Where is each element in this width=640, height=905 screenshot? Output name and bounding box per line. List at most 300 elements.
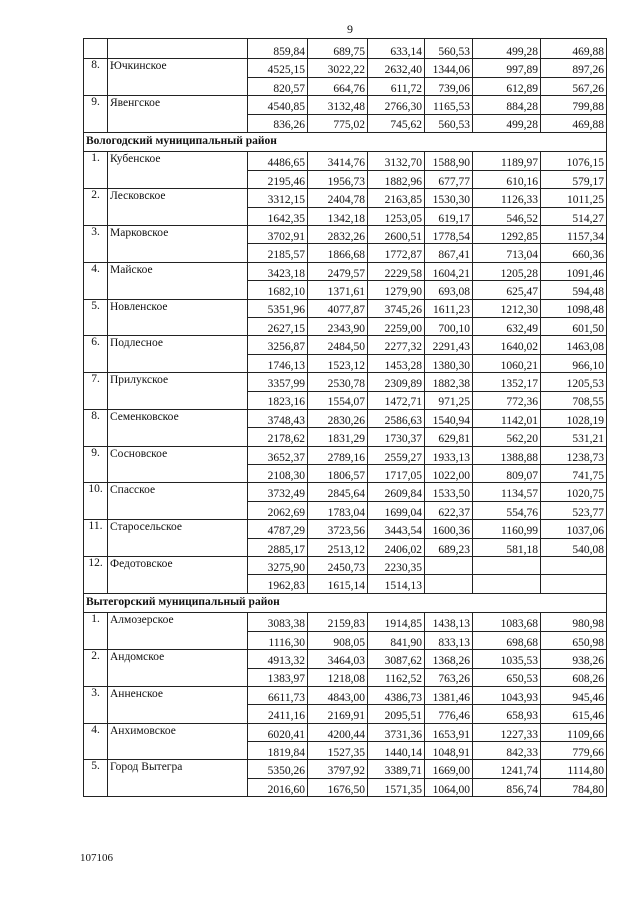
value-cell: 2845,64 xyxy=(308,483,368,501)
district-name: Вытегорский муниципальный район xyxy=(84,593,607,613)
table-row xyxy=(84,96,607,114)
value-cell: 772,36 xyxy=(473,391,541,409)
value-cell: 1571,35 xyxy=(368,778,425,796)
value-cell: 1717,05 xyxy=(368,465,425,483)
value-cell: 1676,50 xyxy=(308,778,368,796)
value-cell: 1669,00 xyxy=(425,760,473,778)
value-cell: 1778,54 xyxy=(425,226,473,244)
table-row xyxy=(84,446,607,464)
settlement-number: 3. xyxy=(84,226,108,263)
value-cell: 658,93 xyxy=(473,705,541,723)
value-cell: 3022,22 xyxy=(308,59,368,77)
value-cell: 784,80 xyxy=(541,778,607,796)
value-cell: 560,53 xyxy=(425,114,473,132)
settlement-name: Семенковское xyxy=(108,409,248,446)
table-row xyxy=(84,152,607,170)
table-row xyxy=(84,39,607,59)
value-cell: 3723,56 xyxy=(308,520,368,538)
table-row xyxy=(84,59,607,77)
page-number: 9 xyxy=(347,22,353,36)
settlement-number: 8. xyxy=(84,59,108,96)
value-cell: 739,06 xyxy=(425,77,473,95)
value-cell: 1699,04 xyxy=(368,501,425,519)
value-cell: 1241,74 xyxy=(473,760,541,778)
value-cell: 1352,17 xyxy=(473,373,541,391)
value-cell xyxy=(473,575,541,593)
settlement-number: 4. xyxy=(84,262,108,299)
value-cell: 660,36 xyxy=(541,244,607,262)
settlement-number: 2. xyxy=(84,189,108,226)
settlement-name: Федотовское xyxy=(108,557,248,594)
settlement-name: Новленское xyxy=(108,299,248,336)
value-cell: 745,62 xyxy=(368,114,425,132)
value-cell: 1064,00 xyxy=(425,778,473,796)
value-cell: 1253,05 xyxy=(368,207,425,225)
value-cell: 3275,90 xyxy=(248,557,308,575)
value-cell: 842,33 xyxy=(473,742,541,760)
value-cell: 3652,37 xyxy=(248,446,308,464)
value-cell: 540,08 xyxy=(541,538,607,556)
value-cell: 2404,78 xyxy=(308,189,368,207)
settlement-name: Андомское xyxy=(108,650,248,687)
value-cell: 1037,06 xyxy=(541,520,607,538)
settlement-number: 4. xyxy=(84,723,108,760)
value-cell: 1116,30 xyxy=(248,631,308,649)
settlement-name: Лесковское xyxy=(108,189,248,226)
value-cell: 615,46 xyxy=(541,705,607,723)
value-cell: 1292,85 xyxy=(473,226,541,244)
value-cell: 1091,46 xyxy=(541,262,607,280)
value-cell: 4913,32 xyxy=(248,650,308,668)
value-cell: 3731,36 xyxy=(368,723,425,741)
value-cell: 612,89 xyxy=(473,77,541,95)
value-cell: 4787,29 xyxy=(248,520,308,538)
value-cell: 2062,69 xyxy=(248,501,308,519)
value-cell: 1640,02 xyxy=(473,336,541,354)
value-cell: 3748,43 xyxy=(248,409,308,427)
value-cell: 1212,30 xyxy=(473,299,541,317)
value-cell: 1048,91 xyxy=(425,742,473,760)
table-row xyxy=(84,299,607,317)
value-cell: 2185,57 xyxy=(248,244,308,262)
value-cell: 5350,26 xyxy=(248,760,308,778)
value-cell: 619,17 xyxy=(425,207,473,225)
district-name: Вологодский муниципальный район xyxy=(84,132,607,152)
settlement-name: Явенгское xyxy=(108,96,248,133)
value-cell: 809,07 xyxy=(473,465,541,483)
value-cell: 1530,30 xyxy=(425,189,473,207)
value-cell: 1819,84 xyxy=(248,742,308,760)
value-cell: 1642,35 xyxy=(248,207,308,225)
settlement-name: Майское xyxy=(108,262,248,299)
value-cell: 1472,71 xyxy=(368,391,425,409)
value-cell: 2609,84 xyxy=(368,483,425,501)
table-row xyxy=(84,262,607,280)
value-cell: 4077,87 xyxy=(308,299,368,317)
value-cell: 3464,03 xyxy=(308,650,368,668)
value-cell: 689,23 xyxy=(425,538,473,556)
value-cell: 1611,23 xyxy=(425,299,473,317)
value-cell: 1588,90 xyxy=(425,152,473,170)
settlement-number: 7. xyxy=(84,373,108,410)
value-cell: 2632,40 xyxy=(368,59,425,77)
table-row xyxy=(84,557,607,575)
table-row xyxy=(84,336,607,354)
value-cell: 1831,29 xyxy=(308,428,368,446)
value-cell: 2600,51 xyxy=(368,226,425,244)
value-cell: 856,74 xyxy=(473,778,541,796)
value-cell: 664,76 xyxy=(308,77,368,95)
value-cell: 884,28 xyxy=(473,96,541,114)
value-cell: 531,21 xyxy=(541,428,607,446)
settlement-number: 1. xyxy=(84,152,108,189)
settlement-name: Кубенское xyxy=(108,152,248,189)
value-cell: 713,04 xyxy=(473,244,541,262)
value-cell: 6020,41 xyxy=(248,723,308,741)
value-cell: 693,08 xyxy=(425,281,473,299)
value-cell: 1371,61 xyxy=(308,281,368,299)
value-cell xyxy=(473,557,541,575)
value-cell: 499,28 xyxy=(473,39,541,59)
value-cell: 608,26 xyxy=(541,668,607,686)
settlement-number: 6. xyxy=(84,336,108,373)
value-cell: 2195,46 xyxy=(248,170,308,188)
value-cell: 1114,80 xyxy=(541,760,607,778)
value-cell: 2832,26 xyxy=(308,226,368,244)
value-cell: 6611,73 xyxy=(248,686,308,704)
settlement-name: Марковское xyxy=(108,226,248,263)
value-cell: 4525,15 xyxy=(248,59,308,77)
value-cell: 4540,85 xyxy=(248,96,308,114)
value-cell: 2479,57 xyxy=(308,262,368,280)
value-cell: 3732,49 xyxy=(248,483,308,501)
settlement-name: Анненское xyxy=(108,686,248,723)
value-cell: 601,50 xyxy=(541,317,607,335)
value-cell: 2627,15 xyxy=(248,317,308,335)
settlement-number: 9. xyxy=(84,96,108,133)
value-cell: 1806,57 xyxy=(308,465,368,483)
value-cell: 677,77 xyxy=(425,170,473,188)
value-cell: 841,90 xyxy=(368,631,425,649)
settlement-number: 5. xyxy=(84,760,108,797)
value-cell: 3423,18 xyxy=(248,262,308,280)
value-cell: 2095,51 xyxy=(368,705,425,723)
value-cell: 3702,91 xyxy=(248,226,308,244)
value-cell: 820,57 xyxy=(248,77,308,95)
district-header-row xyxy=(84,593,607,613)
value-cell: 2343,90 xyxy=(308,317,368,335)
value-cell: 1238,73 xyxy=(541,446,607,464)
table-row xyxy=(84,373,607,391)
value-cell: 1157,34 xyxy=(541,226,607,244)
value-cell: 836,26 xyxy=(248,114,308,132)
value-cell: 499,28 xyxy=(473,114,541,132)
settlement-number: 11. xyxy=(84,520,108,557)
value-cell: 1134,57 xyxy=(473,483,541,501)
table-row xyxy=(84,686,607,704)
table-row xyxy=(84,189,607,207)
settlement-name: Прилукское xyxy=(108,373,248,410)
value-cell: 1882,96 xyxy=(368,170,425,188)
value-cell: 980,98 xyxy=(541,613,607,631)
value-cell: 1388,88 xyxy=(473,446,541,464)
value-cell: 1368,26 xyxy=(425,650,473,668)
value-cell: 1882,38 xyxy=(425,373,473,391)
value-cell: 1440,14 xyxy=(368,742,425,760)
value-cell: 3797,92 xyxy=(308,760,368,778)
value-cell: 1554,07 xyxy=(308,391,368,409)
value-cell: 763,26 xyxy=(425,668,473,686)
tariff-table xyxy=(83,38,607,797)
value-cell: 833,13 xyxy=(425,631,473,649)
table-row xyxy=(84,483,607,501)
value-cell: 1866,68 xyxy=(308,244,368,262)
table-row xyxy=(84,613,607,631)
table-row xyxy=(84,409,607,427)
value-cell: 2230,35 xyxy=(368,557,425,575)
value-cell: 3357,99 xyxy=(248,373,308,391)
value-cell: 1189,97 xyxy=(473,152,541,170)
value-cell xyxy=(541,557,607,575)
value-cell: 2259,00 xyxy=(368,317,425,335)
value-cell: 945,46 xyxy=(541,686,607,704)
value-cell: 1962,83 xyxy=(248,575,308,593)
value-cell: 2586,63 xyxy=(368,409,425,427)
value-cell: 4200,44 xyxy=(308,723,368,741)
value-cell: 554,76 xyxy=(473,501,541,519)
value-cell: 610,16 xyxy=(473,170,541,188)
value-cell: 1772,87 xyxy=(368,244,425,262)
value-cell: 1076,15 xyxy=(541,152,607,170)
value-cell: 908,05 xyxy=(308,631,368,649)
value-cell: 625,47 xyxy=(473,281,541,299)
settlement-number: 12. xyxy=(84,557,108,594)
value-cell: 3256,87 xyxy=(248,336,308,354)
settlement-name: Город Вытегра xyxy=(108,760,248,797)
value-cell: 2885,17 xyxy=(248,538,308,556)
value-cell: 2169,91 xyxy=(308,705,368,723)
value-cell: 2309,89 xyxy=(368,373,425,391)
settlement-name: Ючкинское xyxy=(108,59,248,96)
value-cell: 1043,93 xyxy=(473,686,541,704)
value-cell: 997,89 xyxy=(473,59,541,77)
value-cell: 1142,01 xyxy=(473,409,541,427)
value-cell: 650,53 xyxy=(473,668,541,686)
value-cell: 1381,46 xyxy=(425,686,473,704)
district-header-row xyxy=(84,132,607,152)
value-cell: 1540,94 xyxy=(425,409,473,427)
settlement-name xyxy=(108,39,248,59)
value-cell: 1383,97 xyxy=(248,668,308,686)
value-cell: 3132,48 xyxy=(308,96,368,114)
value-cell: 1380,30 xyxy=(425,354,473,372)
settlement-number: 9. xyxy=(84,446,108,483)
table-row xyxy=(84,723,607,741)
value-cell: 859,84 xyxy=(248,39,308,59)
value-cell: 546,52 xyxy=(473,207,541,225)
settlement-name: Спасское xyxy=(108,483,248,520)
value-cell: 2178,62 xyxy=(248,428,308,446)
settlement-number xyxy=(84,39,108,59)
value-cell: 3745,26 xyxy=(368,299,425,317)
value-cell: 971,25 xyxy=(425,391,473,409)
value-cell: 622,37 xyxy=(425,501,473,519)
value-cell: 1126,33 xyxy=(473,189,541,207)
value-cell: 633,14 xyxy=(368,39,425,59)
value-cell: 1453,28 xyxy=(368,354,425,372)
value-cell: 779,66 xyxy=(541,742,607,760)
value-cell: 2830,26 xyxy=(308,409,368,427)
table-row xyxy=(84,520,607,538)
value-cell: 629,81 xyxy=(425,428,473,446)
value-cell: 1098,48 xyxy=(541,299,607,317)
value-cell: 1438,13 xyxy=(425,613,473,631)
settlement-number: 8. xyxy=(84,409,108,446)
value-cell: 523,77 xyxy=(541,501,607,519)
settlement-number: 3. xyxy=(84,686,108,723)
value-cell: 632,49 xyxy=(473,317,541,335)
settlement-number: 5. xyxy=(84,299,108,336)
value-cell: 1523,12 xyxy=(308,354,368,372)
value-cell: 1933,13 xyxy=(425,446,473,464)
value-cell: 1463,08 xyxy=(541,336,607,354)
value-cell: 1783,04 xyxy=(308,501,368,519)
value-cell: 2229,58 xyxy=(368,262,425,280)
value-cell: 1823,16 xyxy=(248,391,308,409)
settlement-number: 10. xyxy=(84,483,108,520)
table-row xyxy=(84,650,607,668)
value-cell: 562,20 xyxy=(473,428,541,446)
settlement-number: 2. xyxy=(84,650,108,687)
value-cell: 2513,12 xyxy=(308,538,368,556)
value-cell: 708,55 xyxy=(541,391,607,409)
value-cell: 867,41 xyxy=(425,244,473,262)
value-cell: 1165,53 xyxy=(425,96,473,114)
value-cell: 579,17 xyxy=(541,170,607,188)
value-cell: 2406,02 xyxy=(368,538,425,556)
value-cell: 3132,70 xyxy=(368,152,425,170)
value-cell: 2530,78 xyxy=(308,373,368,391)
settlement-number: 1. xyxy=(84,613,108,650)
value-cell: 5351,96 xyxy=(248,299,308,317)
value-cell: 1205,28 xyxy=(473,262,541,280)
value-cell: 581,18 xyxy=(473,538,541,556)
value-cell: 2163,85 xyxy=(368,189,425,207)
value-cell: 2108,30 xyxy=(248,465,308,483)
value-cell: 1653,91 xyxy=(425,723,473,741)
value-cell: 567,26 xyxy=(541,77,607,95)
value-cell: 1022,00 xyxy=(425,465,473,483)
table-row xyxy=(84,760,607,778)
value-cell: 1035,53 xyxy=(473,650,541,668)
value-cell: 4843,00 xyxy=(308,686,368,704)
settlement-name: Анхимовское xyxy=(108,723,248,760)
footer-code: 107106 xyxy=(80,852,113,864)
value-cell: 2411,16 xyxy=(248,705,308,723)
value-cell xyxy=(541,575,607,593)
value-cell: 689,75 xyxy=(308,39,368,59)
value-cell: 1600,36 xyxy=(425,520,473,538)
value-cell: 2016,60 xyxy=(248,778,308,796)
value-cell: 611,72 xyxy=(368,77,425,95)
value-cell: 1682,10 xyxy=(248,281,308,299)
value-cell: 2450,73 xyxy=(308,557,368,575)
value-cell: 1060,21 xyxy=(473,354,541,372)
value-cell: 4386,73 xyxy=(368,686,425,704)
value-cell: 1160,99 xyxy=(473,520,541,538)
value-cell: 1914,85 xyxy=(368,613,425,631)
value-cell: 1028,19 xyxy=(541,409,607,427)
value-cell xyxy=(425,557,473,575)
value-cell: 799,88 xyxy=(541,96,607,114)
value-cell: 3312,15 xyxy=(248,189,308,207)
value-cell: 1604,21 xyxy=(425,262,473,280)
value-cell: 2291,43 xyxy=(425,336,473,354)
value-cell: 1109,66 xyxy=(541,723,607,741)
value-cell: 3083,38 xyxy=(248,613,308,631)
value-cell: 1218,08 xyxy=(308,668,368,686)
value-cell: 3443,54 xyxy=(368,520,425,538)
value-cell: 1205,53 xyxy=(541,373,607,391)
value-cell: 698,68 xyxy=(473,631,541,649)
value-cell: 650,98 xyxy=(541,631,607,649)
value-cell: 1162,52 xyxy=(368,668,425,686)
value-cell: 775,02 xyxy=(308,114,368,132)
value-cell: 4486,65 xyxy=(248,152,308,170)
value-cell: 1956,73 xyxy=(308,170,368,188)
value-cell: 1344,06 xyxy=(425,59,473,77)
value-cell: 1746,13 xyxy=(248,354,308,372)
table-row xyxy=(84,226,607,244)
value-cell: 2559,27 xyxy=(368,446,425,464)
value-cell: 514,27 xyxy=(541,207,607,225)
value-cell: 1342,18 xyxy=(308,207,368,225)
value-cell: 2159,83 xyxy=(308,613,368,631)
value-cell: 469,88 xyxy=(541,39,607,59)
value-cell: 1527,35 xyxy=(308,742,368,760)
value-cell: 741,75 xyxy=(541,465,607,483)
value-cell: 1227,33 xyxy=(473,723,541,741)
settlement-name: Старосельское xyxy=(108,520,248,557)
value-cell: 1083,68 xyxy=(473,613,541,631)
value-cell: 594,48 xyxy=(541,281,607,299)
value-cell: 469,88 xyxy=(541,114,607,132)
value-cell: 2277,32 xyxy=(368,336,425,354)
value-cell: 2789,16 xyxy=(308,446,368,464)
value-cell: 776,46 xyxy=(425,705,473,723)
settlement-name: Алмозерское xyxy=(108,613,248,650)
value-cell: 3414,76 xyxy=(308,152,368,170)
value-cell: 700,10 xyxy=(425,317,473,335)
value-cell: 1514,13 xyxy=(368,575,425,593)
value-cell: 1730,37 xyxy=(368,428,425,446)
value-cell: 1533,50 xyxy=(425,483,473,501)
value-cell: 938,26 xyxy=(541,650,607,668)
settlement-name: Подлесное xyxy=(108,336,248,373)
value-cell: 1020,75 xyxy=(541,483,607,501)
value-cell xyxy=(425,575,473,593)
value-cell: 1011,25 xyxy=(541,189,607,207)
value-cell: 3389,71 xyxy=(368,760,425,778)
value-cell: 966,10 xyxy=(541,354,607,372)
value-cell: 897,26 xyxy=(541,59,607,77)
value-cell: 560,53 xyxy=(425,39,473,59)
value-cell: 3087,62 xyxy=(368,650,425,668)
value-cell: 2484,50 xyxy=(308,336,368,354)
value-cell: 2766,30 xyxy=(368,96,425,114)
settlement-name: Сосновское xyxy=(108,446,248,483)
value-cell: 1279,90 xyxy=(368,281,425,299)
